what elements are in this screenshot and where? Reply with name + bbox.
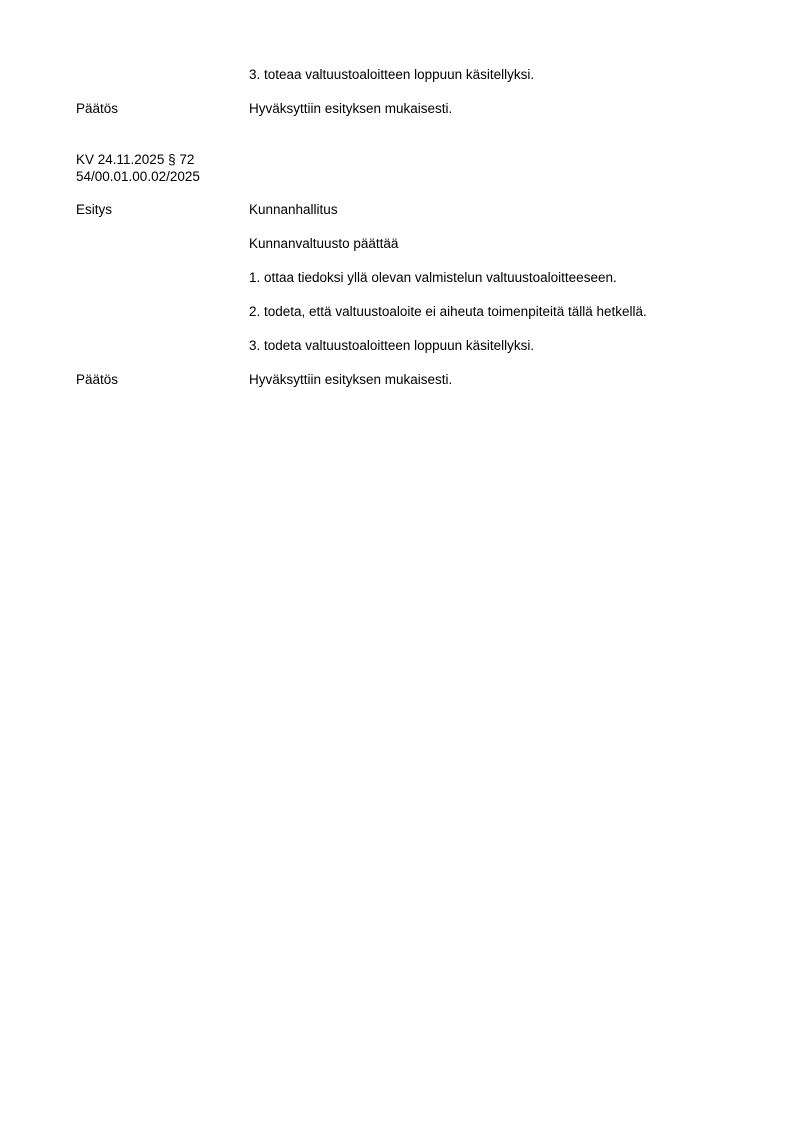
section-1-item-3: 3. toteaa valtuustoaloitteen loppuun käsitellyksi. — [249, 67, 535, 82]
proposal-label: Esitys — [76, 202, 113, 217]
proposal-item-1: 1. ottaa tiedoksi yllä olevan valmistelun valtuustoaloitteeseen. — [249, 270, 617, 285]
proposer: Kunnanhallitus — [249, 202, 338, 217]
section-1-decision-text: Hyväksyttiin esityksen mukaisesti. — [249, 101, 453, 116]
section-1-decision-label: Päätös — [76, 101, 119, 116]
proposal-item-3: 3. todeta valtuustoaloitteen loppuun käsitellyksi. — [249, 338, 535, 353]
record-id: 54/00.01.00.02/2025 — [76, 169, 200, 184]
proposal-item-2: 2. todeta, että valtuustoaloite ei aiheuta toimenpiteitä tällä hetkellä. — [249, 304, 647, 319]
proposal-intro: Kunnanvaltuusto päättää — [249, 236, 399, 251]
meeting-reference: KV 24.11.2025 § 72 — [76, 152, 195, 167]
section-2-decision-text: Hyväksyttiin esityksen mukaisesti. — [249, 372, 453, 387]
section-2-decision-label: Päätös — [76, 372, 119, 387]
